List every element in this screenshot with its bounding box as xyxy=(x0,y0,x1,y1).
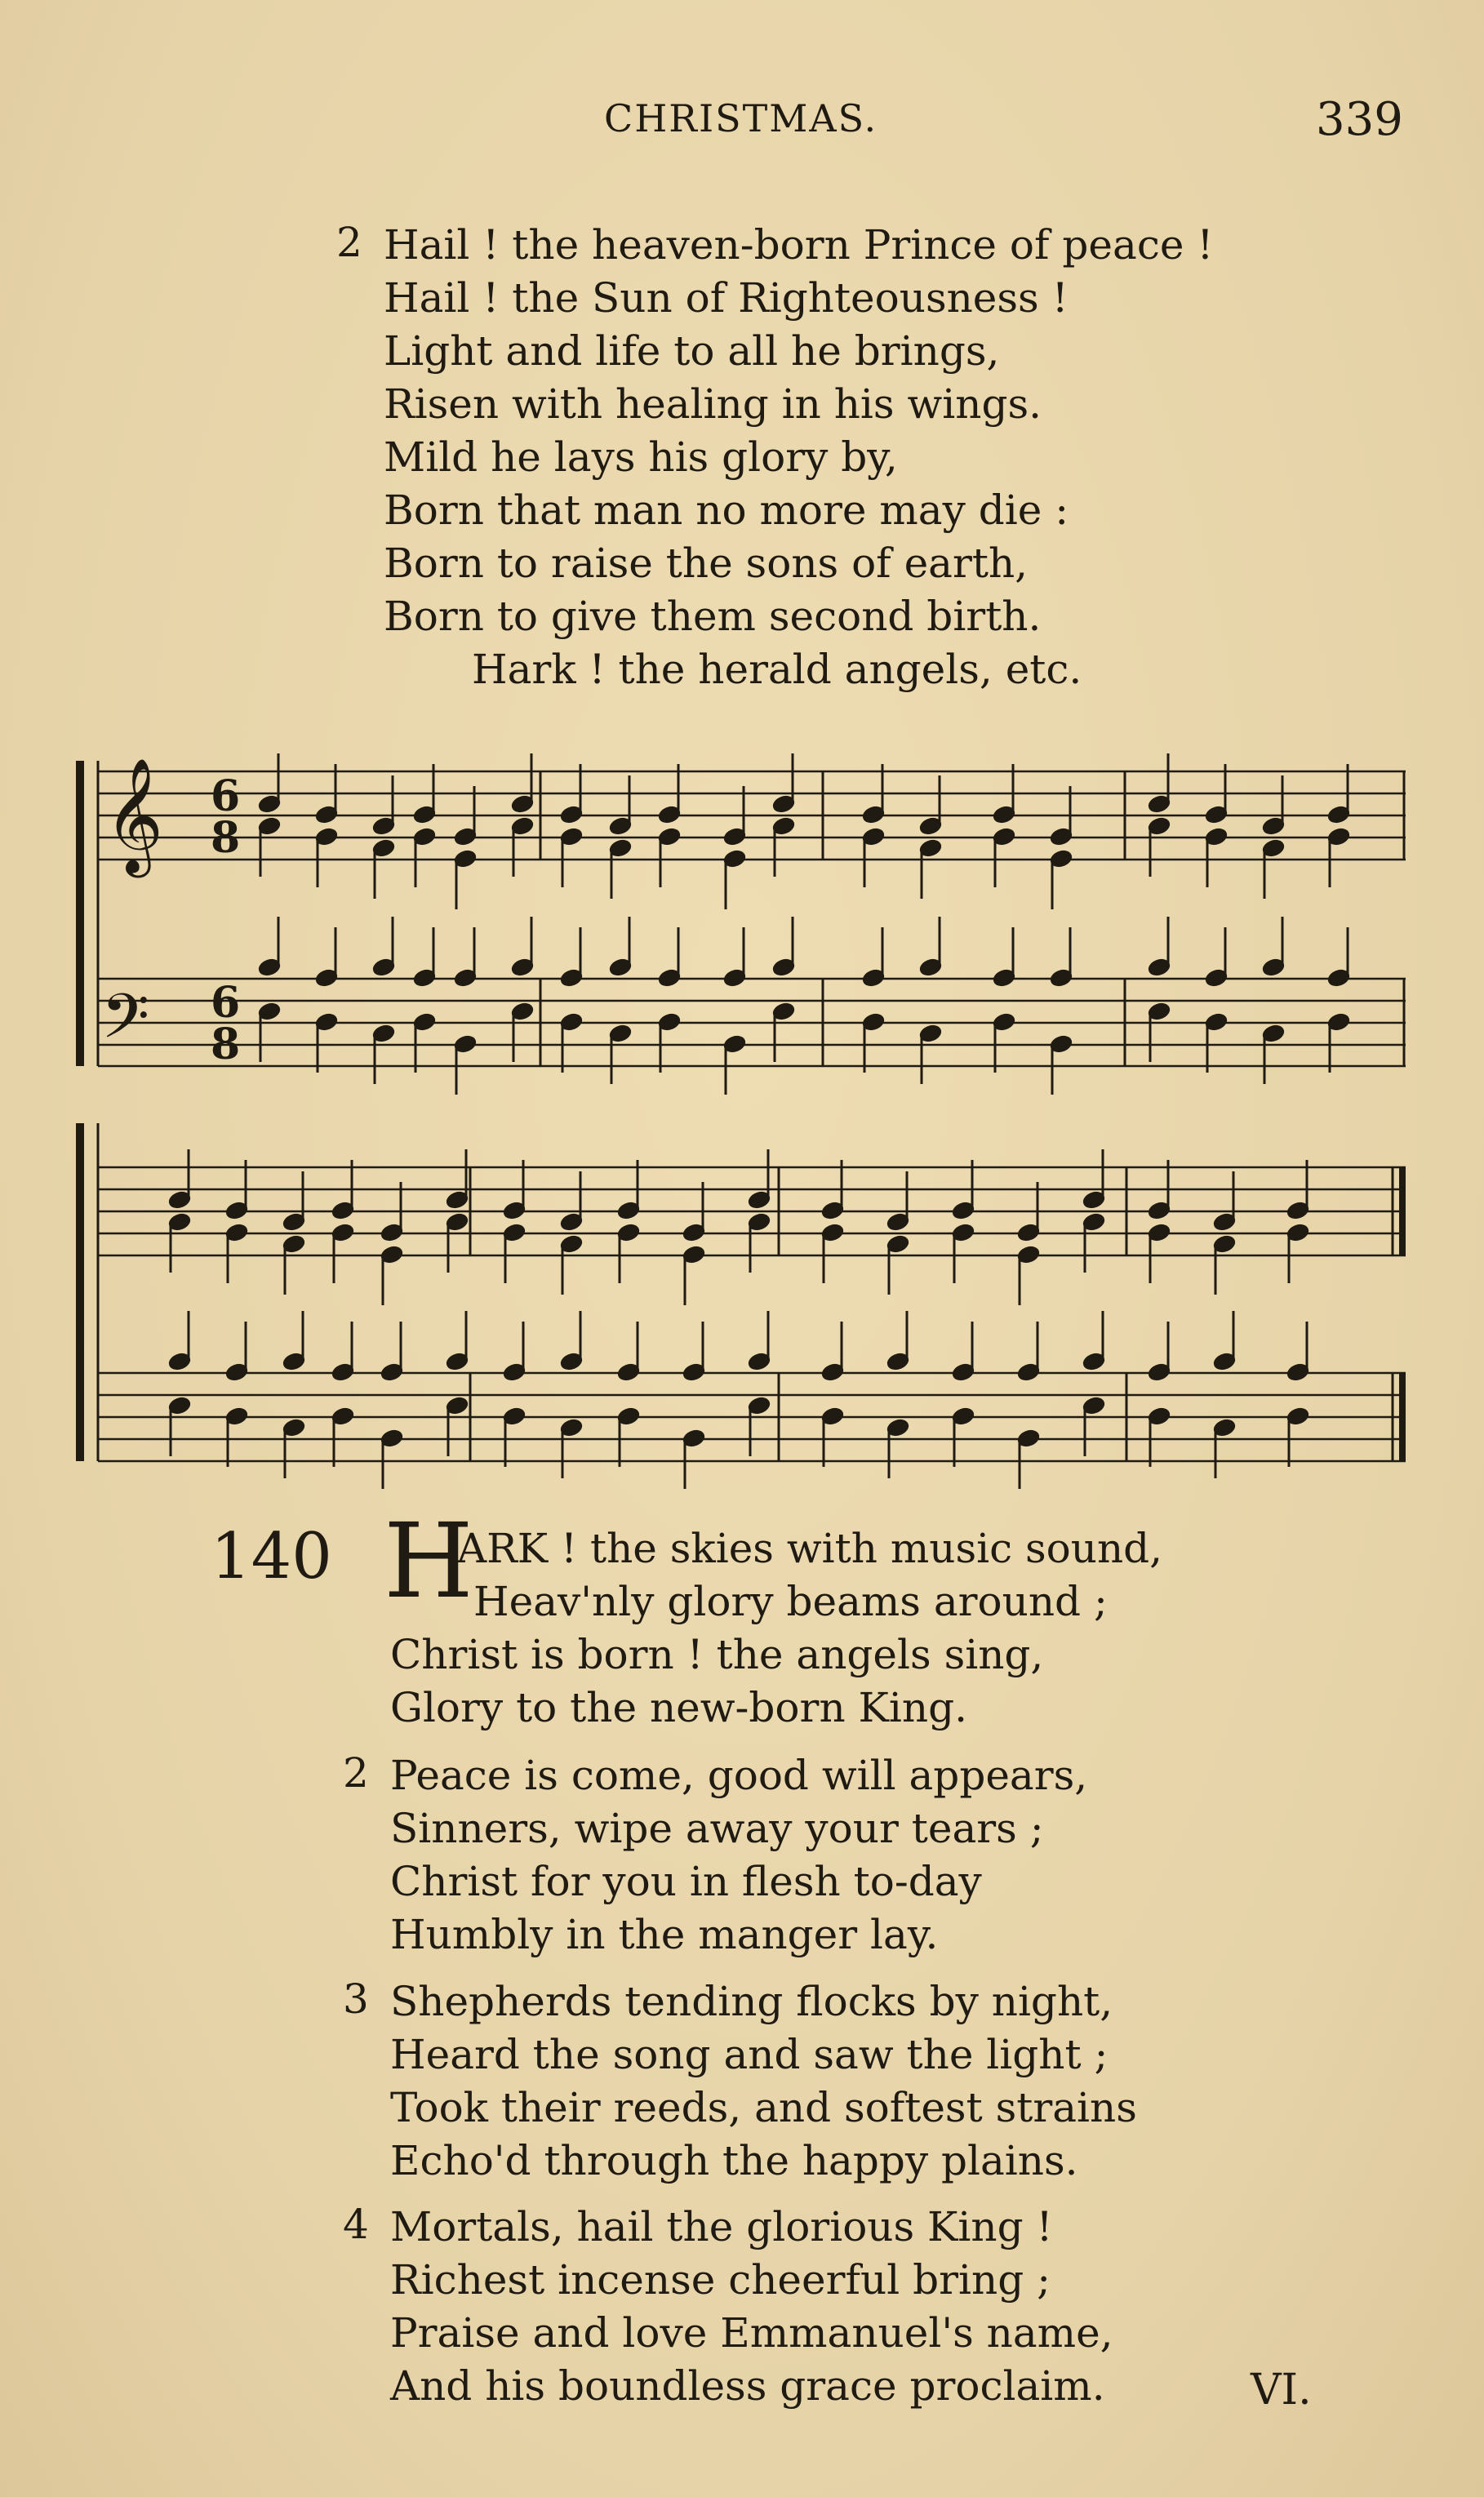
signature-mark: VI. xyxy=(1251,2366,1312,2415)
verse-line: Sinners, wipe away your tears ; xyxy=(390,1805,1044,1852)
verse-line: Christ for you in flesh to-day xyxy=(390,1858,982,1905)
page-number: 339 xyxy=(1316,93,1403,146)
verse-line: Born to raise the sons of earth, xyxy=(384,540,1029,587)
verse-line: Hail ! the heaven-born Prince of peace ! xyxy=(384,221,1214,269)
verse-line: Echo'd through the happy plains. xyxy=(390,2137,1078,2184)
drop-cap: H xyxy=(384,1501,473,1621)
music-system-2 xyxy=(80,1123,1406,1461)
time-signature-top: 6 xyxy=(211,978,241,1028)
hymn-140-verse-1 xyxy=(390,1575,1108,1735)
hymn-140-first-line xyxy=(457,1522,1162,1575)
verse-number: 2 xyxy=(336,219,362,266)
verse-line: Shepherds tending flocks by night, xyxy=(390,1978,1113,2025)
verse-line: Praise and love Emmanuel's name, xyxy=(390,2309,1113,2357)
verse-number: 3 xyxy=(343,1975,369,2023)
verse-line: Heard the song and saw the light ; xyxy=(390,2031,1109,2078)
treble-clef-icon: 𝄞 xyxy=(104,757,164,873)
verse-line: Light and life to all he brings, xyxy=(384,327,1000,375)
hymn-140-verse-3 xyxy=(390,1975,1137,2188)
verse-line: Risen with healing in his wings. xyxy=(384,380,1042,428)
verse-line: Hail ! the Sun of Righteousness ! xyxy=(384,274,1069,322)
verse-line: Richest incense cheerful bring ; xyxy=(390,2256,1051,2304)
running-header: CHRISTMAS. xyxy=(604,96,878,140)
verse-line: Born that man no more may die : xyxy=(384,487,1069,534)
refrain-line: Hark ! the herald angels, etc. xyxy=(472,646,1082,693)
verse-line: Mild he lays his glory by, xyxy=(384,433,898,481)
verse-line: Born to give them second birth. xyxy=(384,593,1042,640)
verse-line: Heav'nly glory beams around ; xyxy=(473,1578,1108,1625)
hymn-140-verse-2 xyxy=(390,1749,1087,1962)
music-notes xyxy=(168,753,1350,1489)
verse-number: 4 xyxy=(343,2201,369,2248)
verse-line: Peace is come, good will appears, xyxy=(390,1752,1088,1799)
time-signature-top: 6 xyxy=(211,771,241,821)
hymn-number: 140 xyxy=(211,1520,332,1593)
verse-line: Christ is born ! the angels sing, xyxy=(390,1631,1044,1678)
verse-line: And his boundless grace proclaim. xyxy=(390,2362,1105,2410)
verse-line: Glory to the new-born King. xyxy=(390,1684,967,1731)
bass-staff-2 xyxy=(98,1373,1406,1461)
verse-line: Humbly in the manger lay. xyxy=(390,1911,939,1958)
time-signature-bottom: 8 xyxy=(211,813,241,863)
time-signature-bottom: 8 xyxy=(211,1020,241,1069)
verse-line: Mortals, hail the glorious King ! xyxy=(390,2203,1053,2250)
verse-number: 2 xyxy=(343,1749,369,1797)
hymn-140-verse-4 xyxy=(390,2201,1113,2413)
verse-line: Took their reeds, and softest strains xyxy=(390,2084,1137,2131)
verse-line: ARK ! the skies with music sound, xyxy=(457,1525,1163,1572)
bass-clef-icon: 𝄢 xyxy=(101,980,150,1068)
